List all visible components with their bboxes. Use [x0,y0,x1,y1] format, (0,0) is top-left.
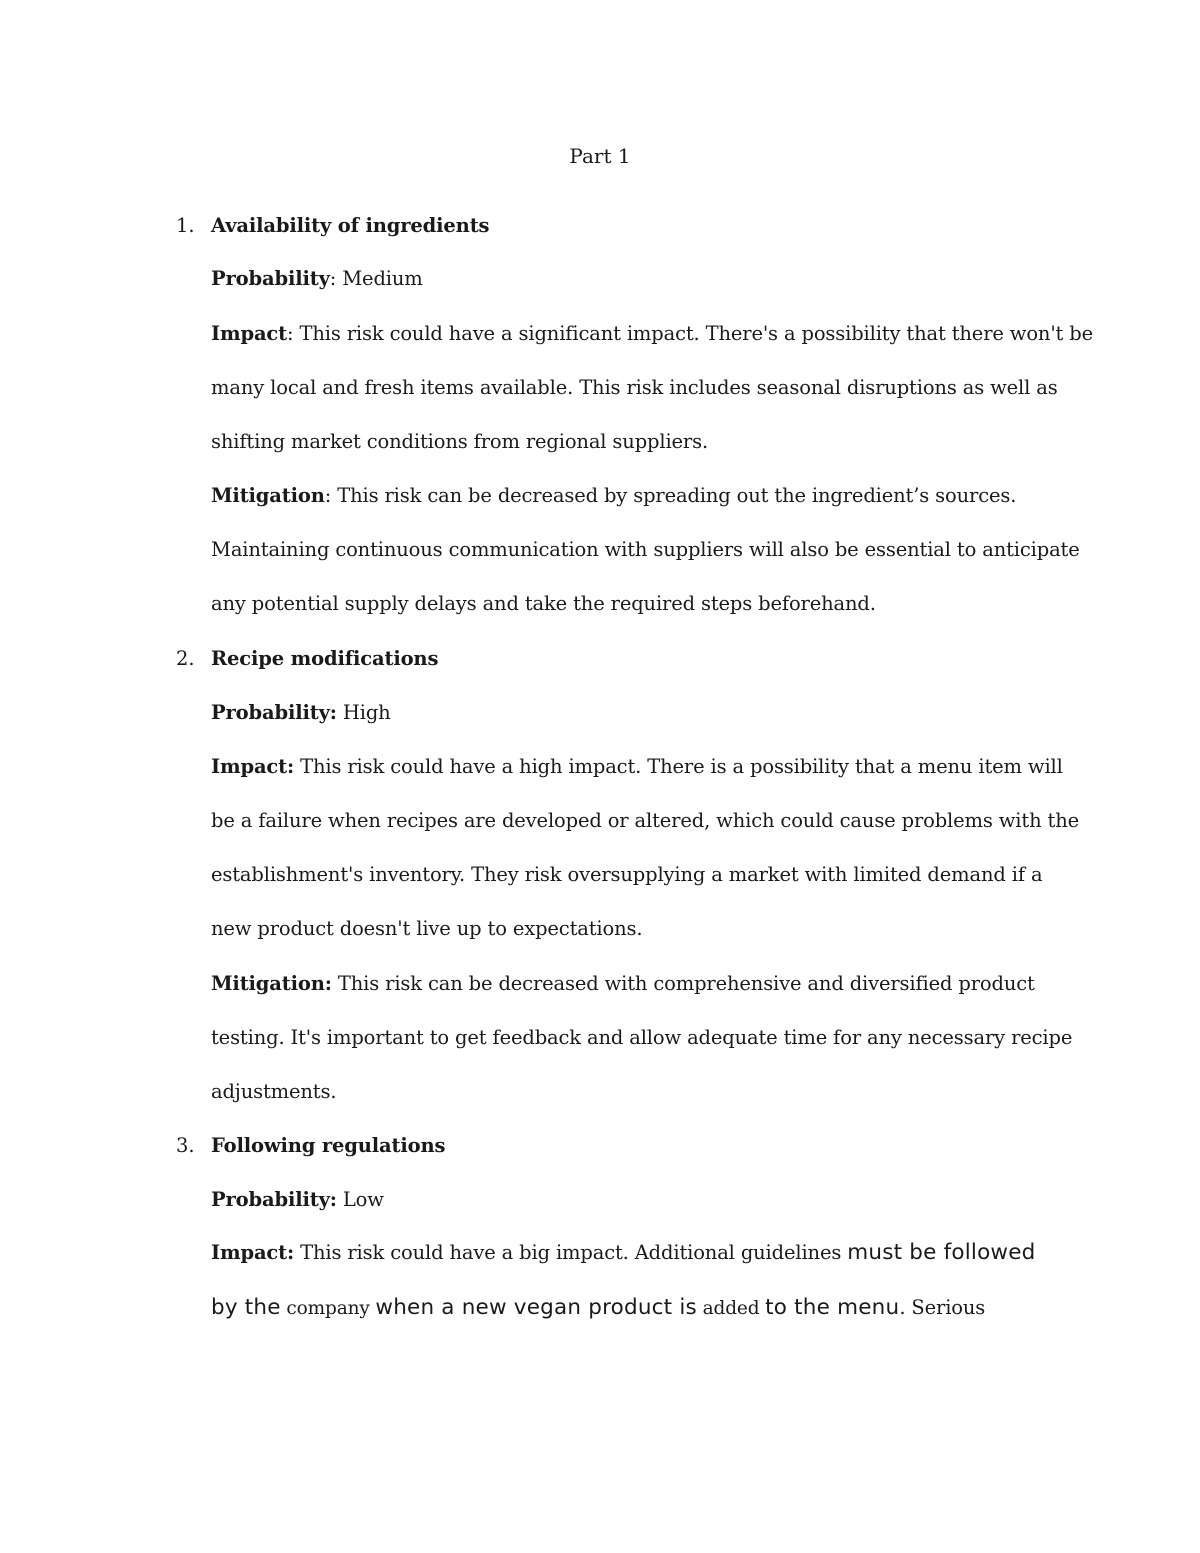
mitigation-line-3: any potential supply delays and take the required steps beforehand. [211,592,876,615]
impact-line-3: establishment's inventory. They risk oversupplying a market with limited demand if a [211,863,1043,886]
probability-label: Probability: [211,701,337,724]
impact-line-2: many local and fresh items available. This risk includes seasonal disruptions as well as [211,376,1058,399]
impact-line-1 [211,1238,1091,1268]
impact-sep: : [287,322,300,345]
impact-line-1 [211,319,1094,349]
impact-line-4: new product doesn't live up to expectations. [211,917,643,940]
mitigation-line-1 [211,969,1091,999]
mitigation-line-2: testing. It's important to get feedback and allow adequate time for any necessary recipe [211,1026,1073,1049]
list-number: 3. [176,1134,195,1157]
probability-line [211,264,1091,294]
impact-line-3: shifting market conditions from regional suppliers. [211,430,709,453]
probability-line [211,698,1091,728]
impact-label: Impact: [211,755,295,778]
probability-label: Probability: [211,1188,337,1211]
mitigation-text: This risk can be decreased with comprehensive and diversified product [337,972,1035,995]
impact-text-emphasis: to the menu [765,1295,900,1320]
mitigation-text: This risk can be decreased by spreading out the ingredient’s sources. [337,484,1017,507]
item-heading: Availability of ingredients [211,214,490,237]
mitigation-label: Mitigation [211,484,325,507]
impact-text: This risk could have a big impact. Additional guidelines [300,1241,848,1264]
probability-line [211,1185,1091,1215]
mitigation-sep: : [324,484,338,507]
probability-value: Low [342,1188,384,1211]
mitigation-line-1 [211,481,1091,511]
impact-text: This risk could have a significant impact. There's a possibility that there won't be [299,322,1094,345]
page-title: Part 1 [569,144,631,168]
item-heading: Following regulations [211,1134,446,1157]
impact-text: This risk could have a high impact. There is a possibility that a menu item will [300,755,1063,778]
mitigation-line-2: Maintaining continuous communication with suppliers will also be essential to anticipate [211,538,1080,561]
impact-line-1 [211,752,1091,782]
impact-line-2 [211,1293,1091,1324]
probability-value: Medium [342,267,423,290]
probability-sep: : [329,267,343,290]
impact-text: added [696,1298,766,1319]
impact-text-emphasis: when a new vegan product is [375,1295,697,1320]
impact-label: Impact: [211,1241,295,1264]
probability-label: Probability [211,267,330,290]
list-number: 1. [176,214,195,237]
impact-text: . Serious [899,1296,986,1319]
item-heading: Recipe modifications [211,647,439,670]
impact-line-2: be a failure when recipes are developed or altered, which could cause problems with the [211,809,1080,832]
impact-text-emphasis: must be followed [847,1240,1036,1265]
mitigation-label: Mitigation: [211,972,332,995]
impact-label: Impact [211,322,288,345]
list-number: 2. [176,647,195,670]
probability-value: High [342,701,391,724]
impact-text: company [280,1298,376,1319]
mitigation-line-3: adjustments. [211,1080,337,1103]
impact-text-emphasis: by the [211,1295,281,1320]
